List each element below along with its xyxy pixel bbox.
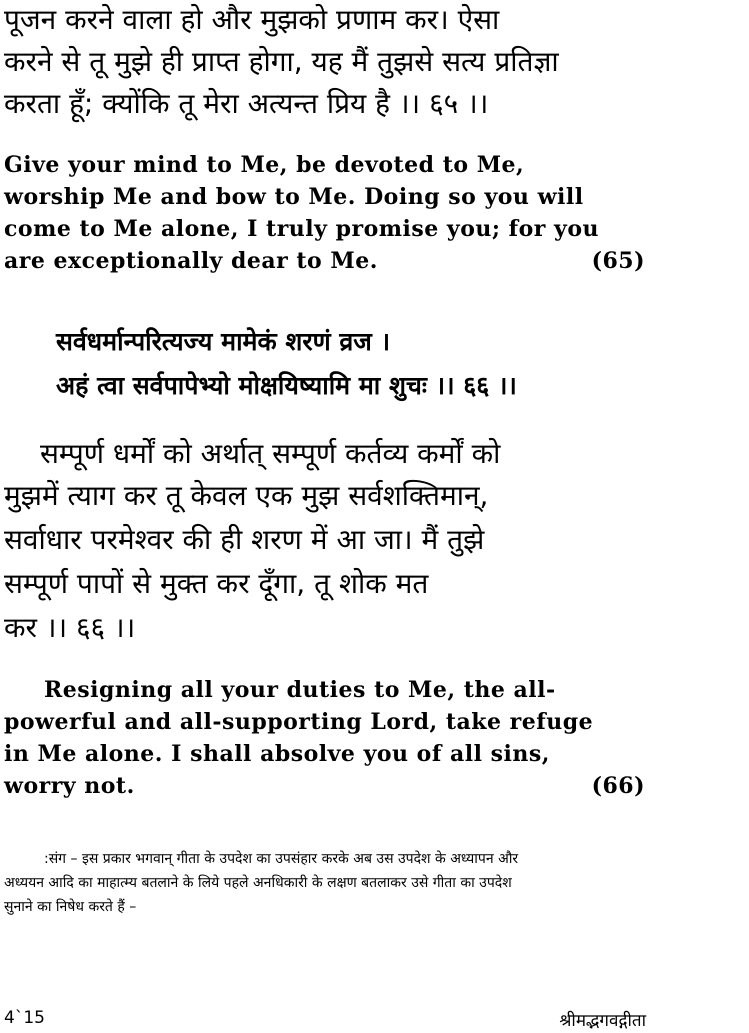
text-line: कर ।। ६६ ।। [4,611,136,644]
text-line: powerful and all-supporting Lord, take refuge [4,709,594,735]
text-line: Give your mind to Me, be devoted to Me, [4,152,525,178]
book-title: श्रीमद्भगवद्गीता [559,1011,646,1031]
text-line: करने से तू मुझे ही प्राप्त होगा, यह मैं तुझसे सत्य प्रतिज्ञा [4,45,559,78]
text-line: are exceptionally dear to Me. [4,248,378,274]
verse-line: अहं त्वा सर्वपापेभ्यो मोक्षयिष्यामि मा शुचः ।। ६६ ।। [56,371,517,400]
text-line: पूजन करने वाला हो और मुझको प्रणाम कर। ऐसा [4,3,500,36]
text-line: सम्पूर्ण धर्मों को अर्थात् सम्पूर्ण कर्तव्य कर्मों को [40,437,501,470]
verse-number: (66) [591,773,645,799]
text-line: come to Me alone, I truly promise you; for you [4,216,599,242]
verse-line: सर्वधर्मान्परित्यज्य मामेकं शरणं व्रज । [56,327,391,356]
text-line: सम्पूर्ण पापों से मुक्त कर दूँगा, तू शोक मत [4,567,429,600]
text-line: worship Me and bow to Me. Doing so you will [4,184,584,210]
note-line: अध्ययन आदि का माहात्म्य बतलाने के लिये पहले अनधिकारी के लक्षण बतलाकर उसे गीता का उपदेश [4,875,512,891]
text-line: in Me alone. I shall absolve you of all sins, [4,741,550,767]
note-line: :संग – इस प्रकार भगवान् गीता के उपदेश का उपसंहार करके अब उस उपदेश के अध्यापन और [44,851,519,867]
page-code: 4`15 [4,1008,45,1028]
verse-number: (65) [591,248,645,274]
text-line: worry not. [4,773,135,799]
text-line: करता हूँ; क्योंकि तू मेरा अत्यन्त प्रिय है ।। ६५ ।। [4,87,489,120]
text-line: Resigning all your duties to Me, the all- [44,677,556,703]
text-line: मुझमें त्याग कर तू केवल एक मुझ सर्वशक्तिमान्, [4,479,489,512]
note-line: सुनाने का निषेध करते हैं – [4,899,137,915]
text-line: सर्वाधार परमेश्वर की ही शरण में आ जा। मैं तुझे [4,523,485,556]
